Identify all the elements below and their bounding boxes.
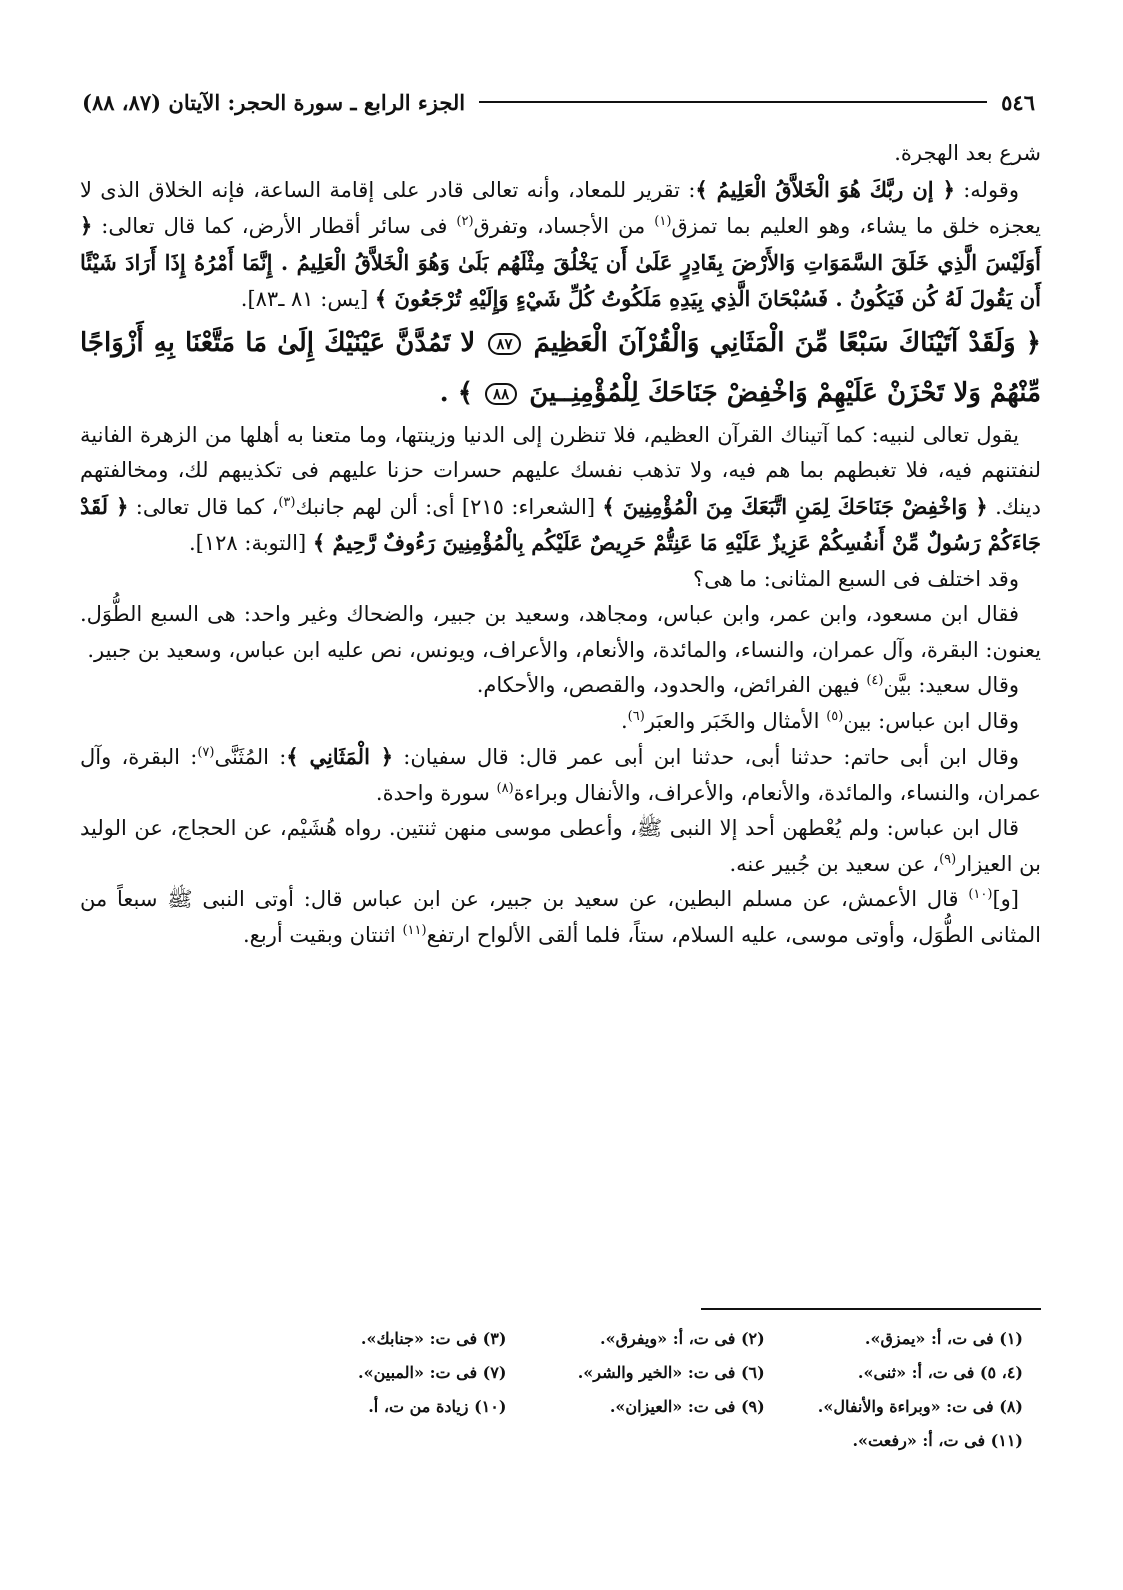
main-text: [80, 136, 1041, 953]
text-run: [و]: [992, 887, 1019, 911]
ayah-number-marker: ٨٨: [485, 383, 517, 405]
text-run: : تقرير للمعاد، وأنه تعالى قادر على إقامة الساعة، فإنه الخلاق الذى لا يعجزه خلق ما يشاء، وهو العليم بما تمزق: [80, 177, 1041, 238]
text-run: قال ابن عباس: ولم يُعْطهن أحد إلا النبى ﷺ، وأعطى موسى منهن ثنتين. رواه هُشَيْم، عن الحجاج، عن الوليد بن العيزار: [80, 816, 1041, 876]
quran-quote: ﴿ أَوَلَيْسَ الَّذِي خَلَقَ السَّمَوَاتِ وَالأَرْضَ بِقَادِرٍ عَلَىٰ أَن يَخْلُقَ مِثْلَهُم بَلَىٰ وَهُوَ الْخَلاَّقُ الْعَلِيمُ . إِنَّمَا أَمْرُهُ إِذَا أَرَادَ شَيْئًا أَن يَقُولَ لَهُ كُن فَيَكُونُ . فَسُبْحَانَ الَّذِي بِيَدِهِ مَلَكُوتُ كُلِّ شَيْءٍ وَإِلَيْهِ تُرْجَعُونَ ﴾: [80, 213, 1041, 311]
text-run: فقال ابن مسعود، وابن عمر، وابن عباس، ومجاهد، وسعيد بن جبير، والضحاك وغير واحد: هى السبع الطُّوَل. يعنون: البقرة، وآل عمران، والنساء، والمائدة، والأنعام، والأعراف، ويونس، نص عليه ابن عباس، وسعيد بن جبير.: [80, 602, 1041, 662]
text-run: ، كما قال تعالى:: [128, 494, 279, 519]
footnote: (٧) فى ت: «المبين».: [358, 1363, 507, 1382]
verse-text: ﴾ .: [439, 377, 473, 408]
footnote: (١) فى ت، أ: «يمزق».: [864, 1329, 1023, 1348]
footnote-row: [248, 1356, 1023, 1390]
footnote-ref: (٣): [278, 494, 296, 510]
footnote: (٦) فى ت: «الخير والشر».: [577, 1363, 765, 1382]
paragraph: [80, 704, 1041, 740]
text-run: وقوله:: [954, 177, 1019, 202]
footnote: (١١) فى ت، أ: «رفعت».: [852, 1431, 1023, 1450]
footnote: (١٠) زيادة من ت، أ.: [368, 1397, 507, 1416]
footnote-ref: (٢): [456, 214, 474, 229]
footnote-row: [248, 1390, 1023, 1424]
running-title: الجزء الرابع ـ سورة الحجر: الآيتان (٨٧، ٨٨): [82, 89, 466, 115]
paragraph: [80, 136, 1041, 172]
text-run: : المُثَنَّى: [214, 745, 287, 769]
footnote-ref: (١٠): [968, 887, 993, 902]
verse-text: لا تَمُدَّنَّ عَيْنَيْكَ إِلَىٰ مَا مَتَّعْنَا بِهِ أَزْوَاجًا مِّنْهُمْ وَلا تَحْزَنْ عَلَيْهِمْ وَاخْفِضْ جَنَاحَكَ لِلْمُؤْمِنِــينَ: [80, 327, 1041, 408]
text-run: : البقرة، وآل عمران، والنساء، والمائدة، والأنعام، والأعراف، والأنفال وبراءة: [80, 745, 1041, 805]
text-run: قال الأعمش، عن مسلم البطين، عن سعيد بن جبير، عن ابن عباس قال: أوتى النبى ﷺ سبعاً من المثانى الطُّوَل، وأوتى موسى، عليه السلام، ستاً، فلما ألقى الألواح ارتفع: [80, 887, 1041, 947]
text-run: [التوبة: ١٢٨].: [188, 531, 313, 555]
text-run: فى سائر أقطار الأرض، كما قال تعالى:: [92, 214, 457, 238]
footnote-ref: (١١): [402, 922, 427, 938]
page-number: ٥٤٦: [1001, 89, 1035, 115]
footnote-row: [248, 1322, 1023, 1356]
text-run: ، عن سعيد بن جُبير عنه.: [729, 851, 940, 876]
footnote-ref: (٨): [496, 780, 514, 796]
text-run: [الشعراء: ٢١٥] أى: ألن لهم جانبك: [295, 494, 603, 519]
header-rule: [479, 101, 987, 103]
verse-block: [80, 318, 1041, 418]
text-run: الأمثال والخَبَر والعبَر: [644, 708, 827, 733]
paragraph: [80, 418, 1041, 562]
quran-quote: ﴿ إن ربَّكَ هُوَ الْخَلاَّقُ الْعَلِيمُ ﴾: [695, 176, 955, 202]
paragraph: [80, 739, 1041, 811]
text-run: سورة واحدة.: [375, 780, 497, 805]
text-run: فيهن الفرائض، والحدود، والقصص، والأحكام.: [476, 673, 867, 697]
footnote-ref: (٥): [826, 708, 844, 724]
quran-quote: ﴿ الْمَثَانِي ﴾: [286, 744, 394, 769]
footnote: (٢) فى ت، أ: «ويفرق».: [600, 1329, 765, 1348]
footnote: (٩) فى ت: «العيزان».: [609, 1397, 765, 1416]
paragraph: [80, 668, 1041, 704]
quran-quote: ﴿ وَاخْفِضْ جَنَاحَكَ لِمَنِ اتَّبَعَكَ مِنَ الْمُؤْمِنِينَ ﴾: [602, 493, 988, 519]
footnote: (٨) فى ت: «وبراءة والأنفال».: [817, 1397, 1023, 1416]
footnote-divider: [701, 1308, 1041, 1310]
paragraph: [80, 172, 1041, 318]
text-run: وقد اختلف فى السبع المثانى: ما هى؟: [692, 566, 1019, 591]
ayah-number-marker: ٨٧: [488, 333, 520, 355]
paragraph: [80, 882, 1041, 953]
text-run: يقول تعالى لنبيه: كما آتيناك القرآن العظيم، فلا تنظرن إلى الدنيا وزينتها، وما متعنا به أهلها من الزهرة الفانية لنفتنهم فيه، فلا تغبطهم بما هم فيه، ولا تذهب نفسك عليهم حسرات حزنا عليهم فى تكذيبهم لك، ومخالفتهم دينك.: [80, 422, 1041, 519]
footnote-row: [248, 1424, 1023, 1458]
quran-quote: ﴿ لَقَدْ جَاءَكُمْ رَسُولٌ مِّنْ أَنفُسِكُمْ عَزِيزٌ عَلَيْهِ مَا عَنِتُّمْ حَرِيصٌ عَلَيْكُم بِالْمُؤْمِنِينَ رَءُوفٌ رَّحِيمٌ ﴾: [80, 493, 1041, 555]
text-run: وقال سعيد: بيَّن: [883, 673, 1019, 697]
footnote-ref: (٤): [866, 673, 884, 688]
text-run: من الأجساد، وتفرق: [473, 214, 655, 238]
footnote-ref: (٧): [197, 745, 215, 760]
footnote: (٣) فى ت: «جنابك».: [360, 1329, 507, 1348]
paragraph: [80, 597, 1041, 668]
footnote-ref: (٩): [939, 851, 957, 867]
paragraph: [80, 811, 1041, 882]
footnote-ref: (٦): [627, 708, 645, 724]
text-run: وقال ابن عباس: بين: [843, 708, 1019, 733]
footnote-ref: (١): [654, 214, 672, 229]
text-run: اثنتان وبقيت أربع.: [243, 922, 403, 947]
footnote: (٤، ٥) فى ت، أ: «ثنى».: [857, 1363, 1023, 1382]
text-run: .: [620, 708, 628, 733]
text-run: وقال ابن أبى حاتم: حدثنا أبى، حدثنا ابن أبى عمر قال: قال سفيان:: [393, 745, 1019, 769]
verse-text: ﴿ وَلَقَدْ آتَيْنَاكَ سَبْعًا مِّنَ الْمَثَانِي وَالْقُرْآنَ الْعَظِيمَ: [533, 327, 1041, 358]
paragraph: [80, 562, 1041, 598]
text-run: [يس: ٨١ ـ٨٣].: [240, 287, 375, 311]
footnotes: [248, 1322, 1023, 1458]
text-run: شرع بعد الهجرة.: [894, 141, 1041, 165]
running-header: [82, 82, 1035, 122]
